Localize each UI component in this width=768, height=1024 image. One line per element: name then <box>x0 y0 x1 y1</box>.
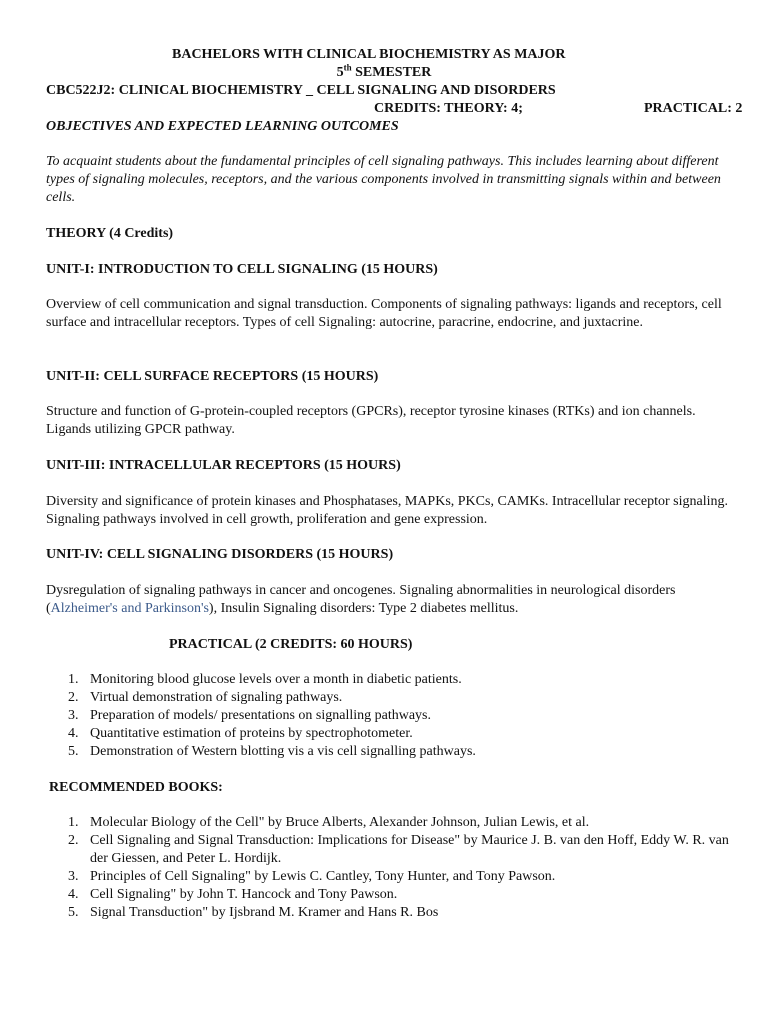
list-number: 3. <box>68 869 79 884</box>
list-item <box>46 689 736 707</box>
unit-4-heading: UNIT-IV: CELL SIGNALING DISORDERS (15 HOURS) <box>46 547 394 562</box>
list-number: 5. <box>68 905 79 920</box>
unit-1-heading: UNIT-I: INTRODUCTION TO CELL SIGNALING (15 HOURS) <box>46 262 438 277</box>
list-text: Signal Transduction" by Ijsbrand M. Kramer and Hans R. Bos <box>90 905 439 920</box>
practical-list <box>46 671 736 761</box>
list-number: 1. <box>68 815 79 830</box>
list-item <box>46 707 736 725</box>
list-number: 5. <box>68 744 79 759</box>
list-text: Quantitative estimation of proteins by spectrophotometer. <box>90 726 413 741</box>
list-item <box>46 743 736 761</box>
theory-heading: THEORY (4 Credits) <box>46 226 174 241</box>
list-text: Monitoring blood glucose levels over a month in diabetic patients. <box>90 672 462 687</box>
list-item <box>46 671 736 689</box>
books-list <box>46 814 736 922</box>
practical-heading: PRACTICAL (2 CREDITS: 60 HOURS) <box>169 637 413 652</box>
semester-word: SEMESTER <box>351 65 432 80</box>
unit-1-text: Overview of cell communication and signal transduction. Components of signaling pathways: ligands and receptors, cell surface and intracellular receptors. Types of cell Signaling: autocrine, paracrine, endocrine, and juxtacrine. <box>46 297 722 330</box>
credits-theory: CREDITS: THEORY: 4; <box>374 101 523 116</box>
unit-4-text-end: ), Insulin Signaling disorders: Type 2 diabetes mellitus. <box>208 601 519 616</box>
list-item <box>46 725 736 743</box>
credits-practical: PRACTICAL: 2 <box>644 101 743 116</box>
list-text: Cell Signaling" by John T. Hancock and Tony Pawson. <box>90 887 398 902</box>
unit-3-text: Diversity and significance of protein kinases and Phosphatases, MAPKs, PKCs, CAMKs. Intracellular receptor signaling. Signaling pathways involved in cell growth, proliferation and gene expression. <box>46 494 728 527</box>
list-text: Cell Signaling and Signal Transduction: Implications for Disease" by Maurice J. B. van den Hoff, Eddy W. R. van der Giessen, and Peter L. Hordijk. <box>90 833 729 866</box>
list-item <box>46 814 736 832</box>
semester-title <box>0 64 768 82</box>
course-title: CBC522J2: CLINICAL BIOCHEMISTRY _ CELL SIGNALING AND DISORDERS <box>46 83 556 98</box>
books-heading: RECOMMENDED BOOKS: <box>49 780 223 795</box>
list-text: Preparation of models/ presentations on signalling pathways. <box>90 708 431 723</box>
objectives-text: To acquaint students about the fundamental principles of cell signaling pathways. This includes learning about different types of signaling molecules, receptors, and the various components involved in transmitting signals within and between cells. <box>46 154 721 205</box>
list-item <box>46 868 736 886</box>
list-number: 4. <box>68 887 79 902</box>
disease-link[interactable]: Alzheimer's and Parkinson's <box>50 601 209 616</box>
list-text: Virtual demonstration of signaling pathways. <box>90 690 343 705</box>
list-number: 2. <box>68 833 79 848</box>
list-number: 1. <box>68 672 79 687</box>
objectives-heading: OBJECTIVES AND EXPECTED LEARNING OUTCOMES <box>46 119 399 134</box>
list-number: 4. <box>68 726 79 741</box>
list-item <box>46 832 736 868</box>
list-text: Molecular Biology of the Cell" by Bruce Alberts, Alexander Johnson, Julian Lewis, et al. <box>90 815 590 830</box>
list-text: Principles of Cell Signaling" by Lewis C. Cantley, Tony Hunter, and Tony Pawson. <box>90 869 556 884</box>
unit-3-heading: UNIT-III: INTRACELLULAR RECEPTORS (15 HOURS) <box>46 458 401 473</box>
unit-2-text: Structure and function of G-protein-coupled receptors (GPCRs), receptor tyrosine kinases (RTKs) and ion channels. Ligands utilizing GPCR pathway. <box>46 404 696 437</box>
list-item <box>46 886 736 904</box>
semester-number: 5 <box>336 65 344 80</box>
semester-suffix: th <box>343 62 352 73</box>
unit-2-heading: UNIT-II: CELL SURFACE RECEPTORS (15 HOURS) <box>46 369 379 384</box>
program-title: BACHELORS WITH CLINICAL BIOCHEMISTRY AS MAJOR <box>172 47 566 62</box>
list-number: 2. <box>68 690 79 705</box>
list-text: Demonstration of Western blotting vis a vis cell signalling pathways. <box>90 744 476 759</box>
list-number: 3. <box>68 708 79 723</box>
unit-4-text-start: Dysregulation of signaling pathways in cancer and oncogenes. Signaling abnormalities in neurological disorders ( <box>46 583 676 616</box>
unit-4-text <box>46 582 736 618</box>
list-item <box>46 904 736 922</box>
